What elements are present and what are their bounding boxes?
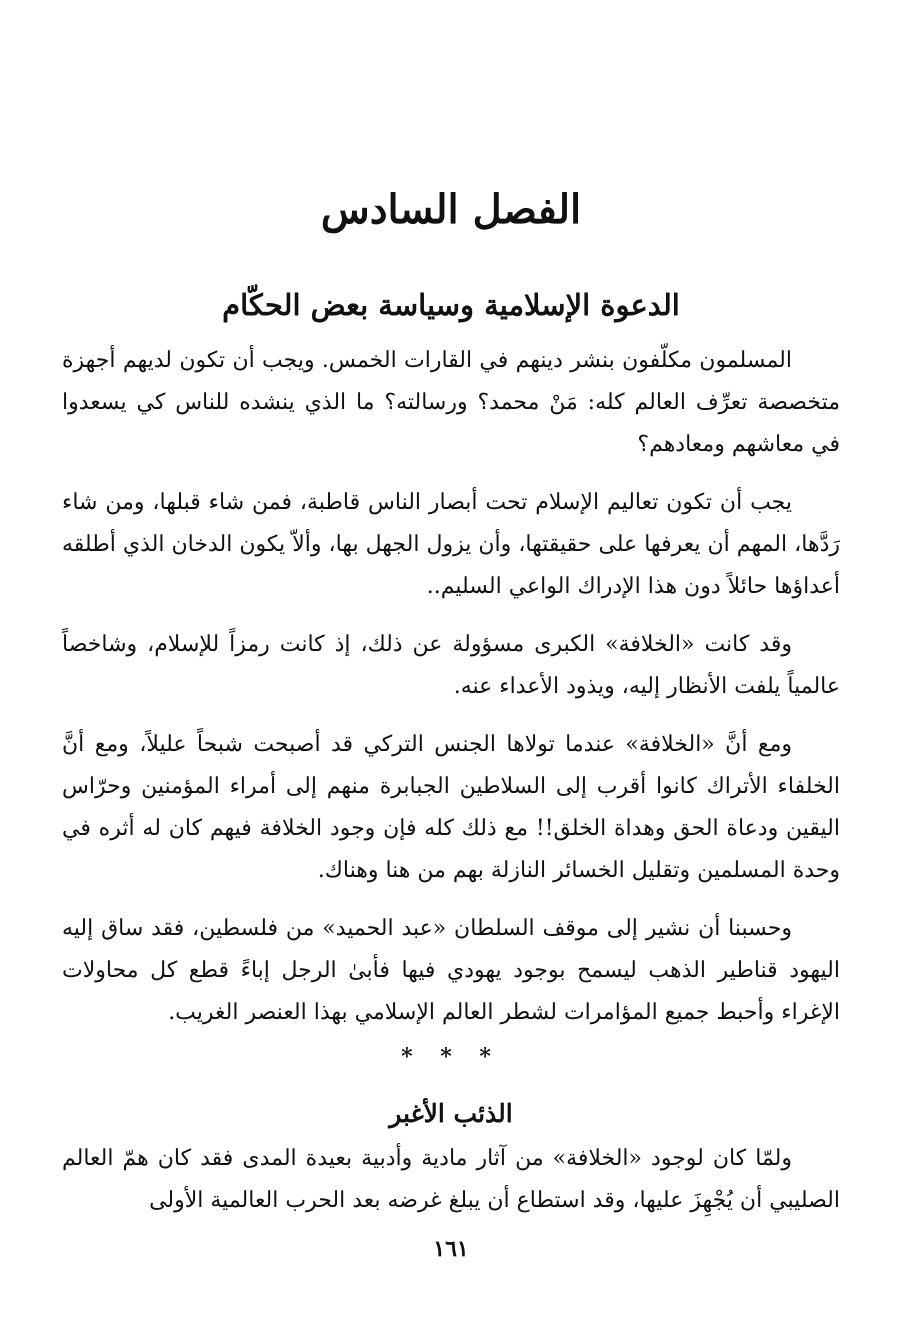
section-title: الدعوة الإسلامية وسياسة بعض الحكّام [222,288,680,322]
paragraph-4: ومع أنَّ «الخلافة» عندما تولاها الجنس التركي قد أصبحت شبحاً عليلاً، ومع أنَّ الخلفاء الأتراك كانوا أقرب إلى السلاطين الجبابرة منهم إلى أمراء المؤمنين وحرّاس اليقين ودعاة الحق وهداة الخلق!! مع ذلك كله فإن وجود الخلافة فيهم كان له أثره في وحدة المسلمين وتقليل الخسائر النازلة بهم من هنا وهناك. [62,732,840,883]
body-text [62,340,840,1238]
paragraph-3: وقد كانت «الخلافة» الكبرى مسؤولة عن ذلك، إذ كانت رمزاً للإسلام، وشاخصاً عالمياً يلفت الأنظار إليه، ويذود الأعداء عنه. [62,632,840,699]
chapter-title: الفصل السادس [320,186,582,233]
section-separator: * * * [401,1044,501,1070]
page-number: ١٦١ [433,1236,469,1262]
paragraph-2: يجب أن تكون تعاليم الإسلام تحت أبصار الناس قاطبة، فمن شاء قبلها، ومن شاء رَدَّها، المهم أن يعرفها على حقيقتها، وأن يزول الجهل بها، وألاّ يكون الدخان الذي أطلقه أعداؤها حائلاً دون هذا الإدراك الواعي السليم.. [62,490,840,599]
paragraph-5: وحسبنا أن نشير إلى موقف السلطان «عبد الحميد» من فلسطين، فقد ساق إليه اليهود قناطير الذهب ليسمح بوجود يهودي فيها فأبىٰ الرجل إباءً قطع كل محاولات الإغراء وأحبط جميع المؤامرات لشطر العالم الإسلامي بهذا العنصر الغريب. [62,916,840,1025]
paragraph-1: المسلمون مكلّفون بنشر دينهم في القارات الخمس. ويجب أن تكون لديهم أجهزة متخصصة تعرِّف العالم كله: مَنْ محمد؟ ورسالته؟ ما الذي ينشده للناس كي يسعدوا في معاشهم ومعادهم؟ [62,348,840,457]
book-page [62,0,840,1322]
subsection-title: الذئب الأغبر [389,1099,513,1128]
subsection-paragraph: ولمّا كان لوجود «الخلافة» من آثار مادية وأدبية بعيدة المدى فقد كان همّ العالم الصليبي أن يُجْهِزَ عليها، وقد استطاع أن يبلغ غرضه بعد الحرب العالمية الأولى [62,1146,840,1213]
